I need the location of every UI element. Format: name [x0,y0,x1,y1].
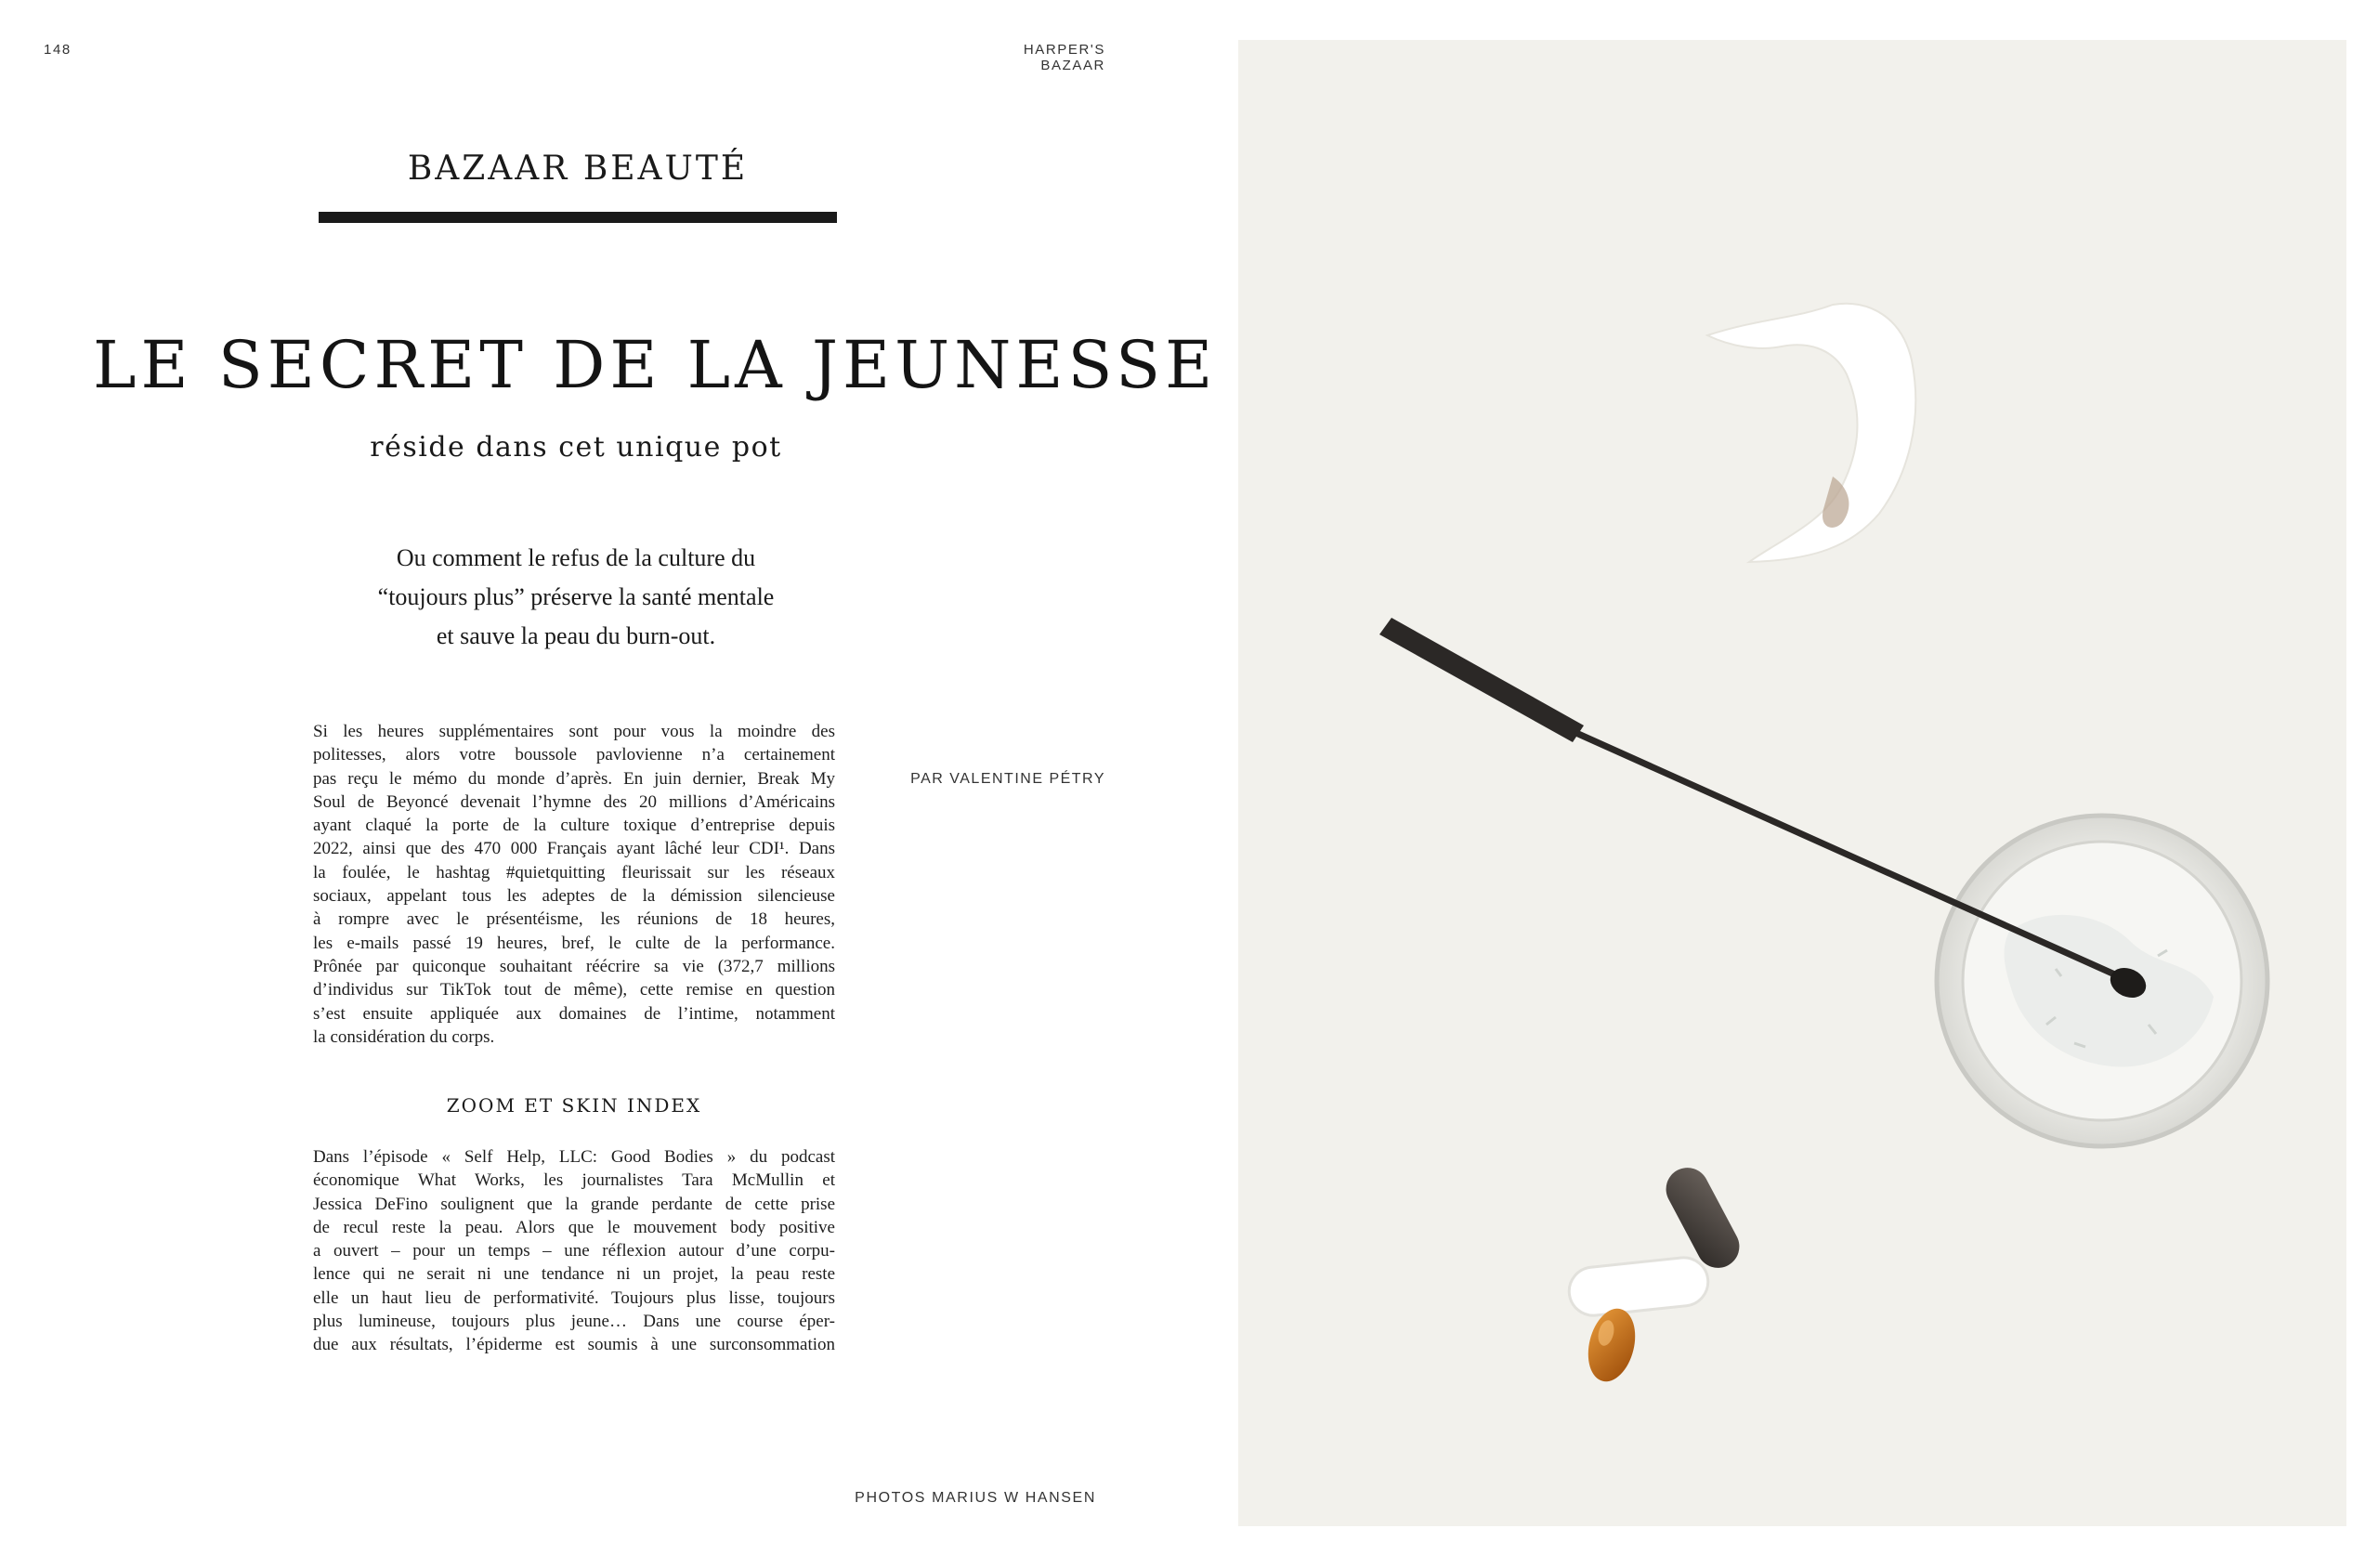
body-line: économique What Works, les journalistes Tara McMullin et [313,1170,835,1191]
standfirst-line: et sauve la peau du burn-out. [436,622,716,649]
body-line: d’individus sur TikTok tout de même), cette remise en question [313,980,835,1000]
body-line: de recul reste la peau. Alors que le mouvement body positive [313,1217,835,1237]
body-line: Soul de Beyoncé devenait l’hymne des 20 millions d’Américains [313,791,835,812]
article-headline: LE SECRET DE LA JEUNESSE [93,327,1218,403]
body-line: lence qui ne serait ni une tendance ni un projet, la peau reste [313,1264,835,1285]
body-paragraph-1 [313,720,835,1049]
white-capsule [1567,1255,1711,1317]
body-line: la foulée, le hashtag #quietquitting fleurissait sur les réseaux [313,862,835,882]
cream-smear [1707,304,1915,562]
section-rule [319,212,837,223]
page-number: 148 [44,42,72,58]
body-line: due aux résultats, l’épiderme est soumis à une surconsommation [313,1335,835,1355]
standfirst-line: Ou comment le refus de la culture du [396,544,756,571]
product-photo [1238,40,2346,1526]
photo-credit: PHOTOS MARIUS W HANSEN [855,1490,1096,1506]
section-title: BAZAAR BEAUTÉ [407,150,749,188]
body-line: ayant claqué la porte de la culture toxique d’entreprise depuis [313,816,835,836]
section-header [319,147,837,223]
spatula-blade [1379,618,1584,742]
still-life-illustration [1238,40,2346,1526]
standfirst-line: “toujours plus” préserve la santé mentale [377,583,775,610]
body-line: politesses, alors votre boussole pavlovienne n’a certainement [313,745,835,765]
magazine-name: HARPER'S BAZAAR [1023,42,1105,73]
body-line: elle un haut lieu de performativité. Toujours plus lisse, toujours [313,1287,835,1308]
article-subhead: réside dans cet unique pot [370,431,782,464]
body-line: pas reçu le mémo du monde d’après. En juin dernier, Break My [313,768,835,789]
body-line: a ouvert – pour un temps – une réflexion autour d’une corpu- [313,1241,835,1261]
byline: PAR VALENTINE PÉTRY [910,771,1105,787]
body-line: Dans l’épisode « Self Help, LLC: Good Bodies » du podcast [313,1147,835,1167]
body-line: les e-mails passé 19 heures, bref, le culte de la performance. [313,933,835,953]
body-line: sociaux, appelant tous les adeptes de la démission silencieuse [313,886,835,907]
section-subtitle: ZOOM ET SKIN INDEX [446,1094,702,1117]
body-line: Jessica DeFino soulignent que la grande perdante de cette prise [313,1194,835,1214]
body-paragraph-2 [313,1145,835,1357]
body-line: Si les heures supplémentaires sont pour vous la moindre des [313,722,835,741]
body-line: plus lumineuse, toujours plus jeune… Dans une course éper- [313,1312,835,1332]
body-line: s’est ensuite appliquée aux domaines de l’intime, notamment [313,1003,835,1024]
body-line: 2022, ainsi que des 470 000 Français ayant lâché leur CDI¹. Dans [313,839,835,859]
body-line: à rompre avec le présentéisme, les réunions de 18 heures, [313,909,835,930]
body-line: Prônée par quiconque souhaitant réécrire sa vie (372,7 millions [313,956,835,976]
body-line: la considération du corps. [313,1026,495,1047]
article-standfirst [307,539,845,656]
